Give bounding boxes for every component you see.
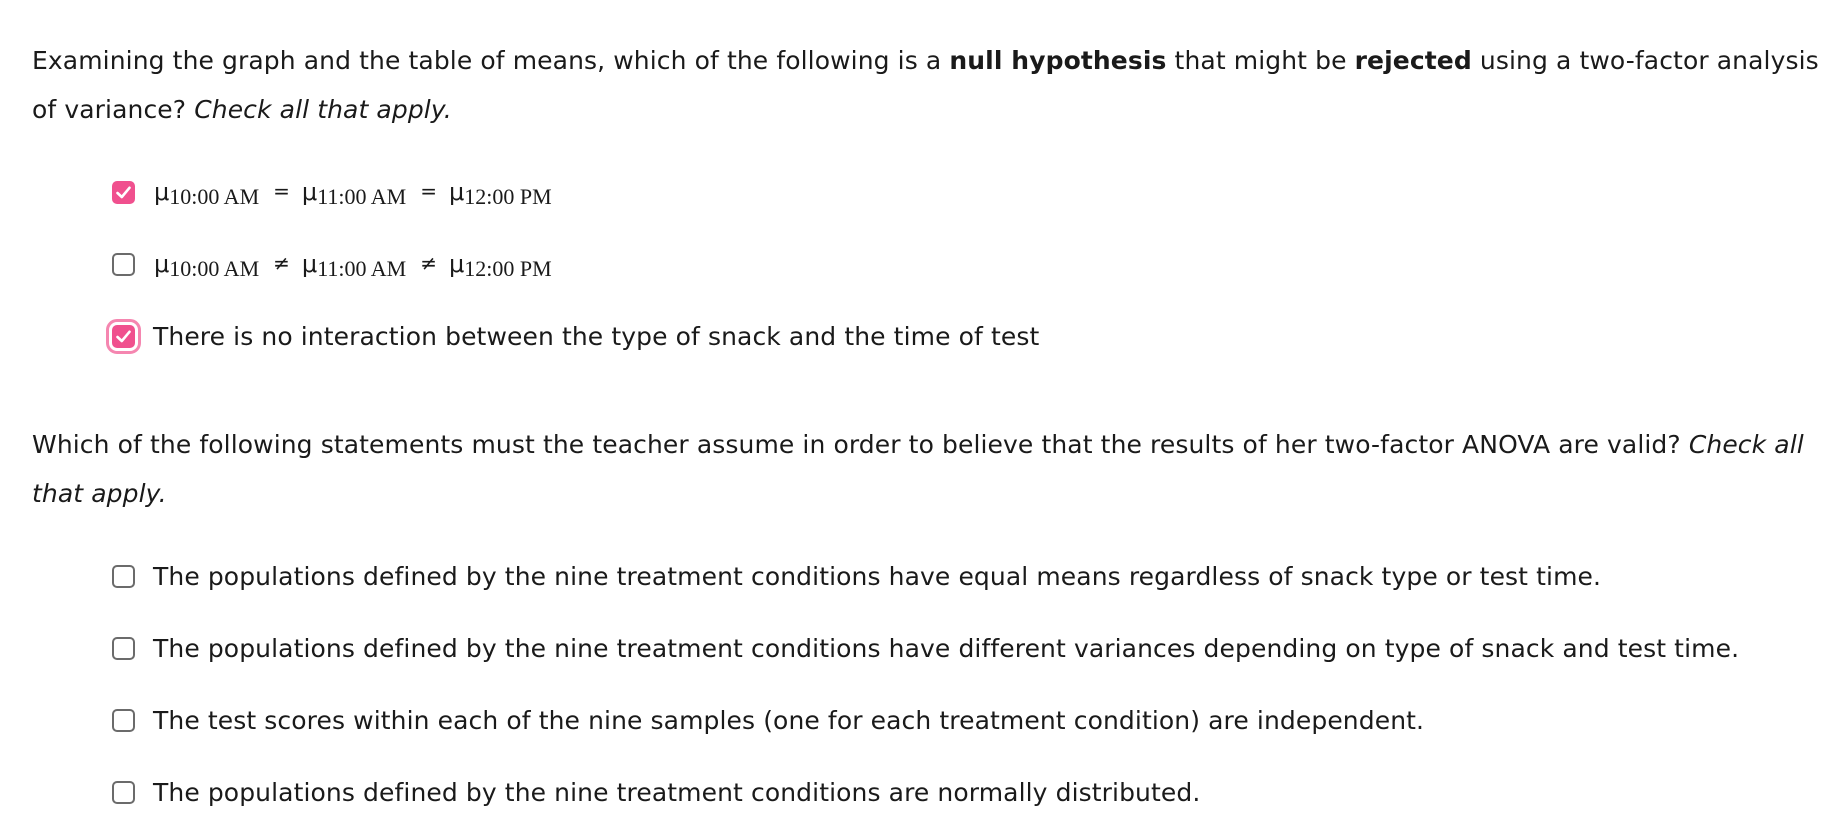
checkbox-unchecked[interactable]	[112, 781, 135, 804]
subscript-10am: 10:00 AM	[169, 256, 260, 281]
subscript-11am: 11:00 AM	[317, 184, 407, 209]
subscript-12pm: 12:00 PM	[464, 256, 552, 281]
question-1-bold-rejected: rejected	[1354, 46, 1472, 75]
subscript-11am: 11:00 AM	[317, 256, 407, 281]
checkbox-unchecked[interactable]	[112, 709, 135, 732]
check-icon	[115, 184, 132, 201]
mu-symbol: μ	[154, 178, 170, 206]
hypothesis-means-not-equal	[154, 250, 552, 281]
mu-symbol: μ	[448, 178, 465, 206]
checkbox-unchecked[interactable]	[112, 565, 135, 588]
question-1-text-c: using a two-factor analysis of variance?	[32, 46, 1819, 124]
q1-option-means-not-equal[interactable]	[112, 244, 552, 284]
checkbox-unchecked[interactable]	[112, 253, 135, 276]
not-equal-sign: ≠	[420, 251, 437, 275]
option-label: The test scores within each of the nine samples (one for each treatment condition) are independent.	[153, 705, 1425, 735]
subscript-10am: 10:00 AM	[169, 184, 260, 209]
question-1-text-b: that might be	[1166, 46, 1355, 75]
question-1-instruction: Check all that apply.	[194, 95, 452, 124]
question-1-prompt	[32, 36, 1822, 134]
check-icon	[115, 328, 132, 345]
q2-option-different-variances[interactable]	[112, 628, 1739, 668]
q1-option-means-equal[interactable]	[112, 172, 552, 212]
question-2-text: Which of the following statements must the teacher assume in order to believe that the results of her two-factor ANOVA are valid?	[32, 430, 1689, 459]
option-label: The populations defined by the nine treatment conditions have different variances depending on type of snack and test time.	[153, 633, 1740, 663]
checkbox-checked[interactable]	[112, 325, 135, 348]
q2-option-independent[interactable]	[112, 700, 1424, 740]
subscript-12pm: 12:00 PM	[464, 184, 552, 209]
equals-sign: =	[420, 179, 437, 203]
question-2-instruction: Check all that apply.	[32, 430, 1804, 508]
option-label: There is no interaction between the type of snack and the time of test	[153, 321, 1040, 351]
mu-symbol: μ	[301, 250, 318, 278]
checkbox-unchecked[interactable]	[112, 637, 135, 660]
option-label: The populations defined by the nine treatment conditions have equal means regardless of snack type or test time.	[153, 561, 1602, 591]
mu-symbol: μ	[301, 178, 318, 206]
question-1-text: Examining the graph and the table of means, which of the following is a	[32, 46, 950, 75]
equals-sign: =	[273, 179, 290, 203]
not-equal-sign: ≠	[273, 251, 290, 275]
mu-symbol: μ	[448, 250, 465, 278]
q1-option-no-interaction[interactable]	[112, 316, 1039, 356]
question-1-bold-null-hypothesis: null hypothesis	[949, 46, 1167, 75]
q2-option-equal-means[interactable]	[112, 556, 1601, 596]
hypothesis-means-equal	[154, 178, 552, 209]
mu-symbol: μ	[154, 250, 170, 278]
checkbox-checked[interactable]	[112, 181, 135, 204]
option-label: The populations defined by the nine treatment conditions are normally distributed.	[153, 777, 1201, 807]
q2-option-normally-distributed[interactable]	[112, 772, 1200, 812]
question-2-prompt	[32, 420, 1822, 518]
